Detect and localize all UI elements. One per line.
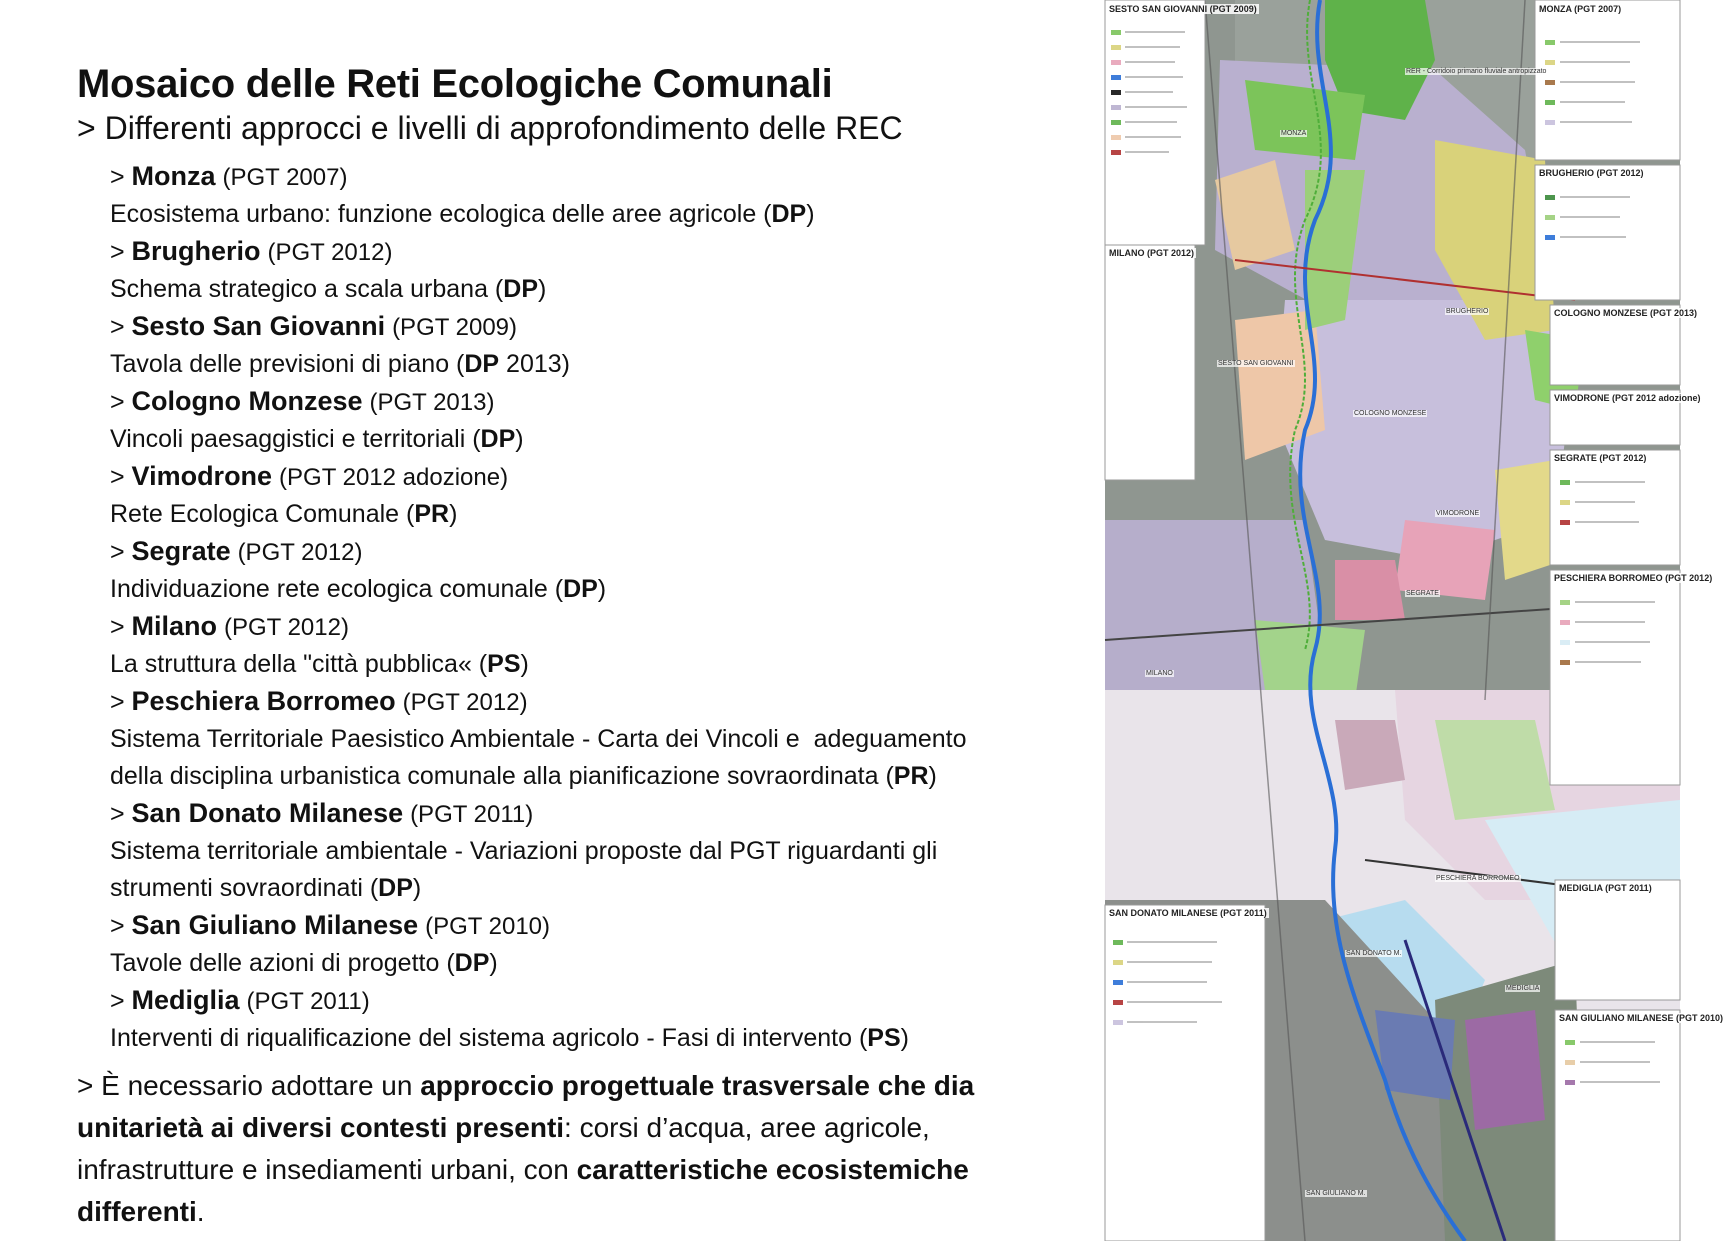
map-panel-label: SESTO SAN GIOVANNI (PGT 2009) <box>1109 4 1257 14</box>
page-subtitle: > Differenti approcci e livelli di approfondimento delle REC <box>77 110 903 146</box>
plan-code: PR <box>414 500 450 528</box>
place-label: SESTO SAN GIOVANNI <box>1218 360 1294 367</box>
page-title: Mosaico delle Reti Ecologiche Comunali <box>77 62 833 106</box>
municipality-name: Sesto San Giovanni <box>131 311 386 341</box>
entry-description: Tavola delle previsioni di piano ( <box>110 350 465 378</box>
entry-description: Schema strategico a scala urbana ( <box>110 275 504 303</box>
municipality-name: Mediglia <box>131 985 240 1015</box>
plan-code: DP <box>480 425 516 453</box>
municipality-entry: > San Donato Milanese (PGT 2011) Sistema territoriale ambientale - Variazioni proposte dal PGT riguardanti gli strumenti sovraordinati (DP) <box>110 798 938 902</box>
pgt-year: (PGT 2012 adozione) <box>279 464 509 491</box>
plan-code: DP <box>563 575 598 603</box>
pgt-year: (PGT 2009) <box>392 314 518 341</box>
pgt-year: (PGT 2012) <box>224 614 349 641</box>
place-label: SEGRATE <box>1406 590 1439 597</box>
place-label: MEDIGLIA <box>1506 985 1540 992</box>
conclusion-emphasis: approccio progettuale trasversale che dia unitarietà ai diversi contesti presenti <box>77 1070 975 1143</box>
municipality-entry: > Cologno Monzese (PGT 2013) Vincoli paesaggistici e territoriali (DP) <box>110 386 524 453</box>
entry-description: Vincoli paesaggistici e territoriali ( <box>110 425 481 453</box>
plan-code: PS <box>487 650 521 678</box>
municipality-name: Segrate <box>131 536 231 566</box>
place-label: SAN GIULIANO M. <box>1306 1190 1366 1197</box>
entry-description: Interventi di riqualificazione del sistema agricolo - Fasi di intervento ( <box>110 1024 868 1052</box>
place-label: VIMODRONE <box>1436 510 1480 517</box>
municipality-name: Vimodrone <box>131 461 273 491</box>
municipality-entry: > Brugherio (PGT 2012) Schema strategico a scala urbana (DP) <box>110 236 547 303</box>
municipality-entry: > Peschiera Borromeo (PGT 2012) Sistema Territoriale Paesistico Ambientale - Carta dei Vincoli e adeguamento della disciplina urbanistica comunale alla pianificazione sovraordinata (PR) <box>110 686 967 790</box>
place-label: SAN DONATO M. <box>1346 950 1402 957</box>
plan-code: PR <box>893 762 929 790</box>
place-label: BRUGHERIO <box>1446 308 1489 315</box>
entry-description: La struttura della "città pubblica« ( <box>110 650 488 678</box>
pgt-year: (PGT 2012) <box>402 689 528 716</box>
place-label: MONZA <box>1281 130 1307 137</box>
municipality-name: Brugherio <box>131 236 261 266</box>
pgt-year: (PGT 2013) <box>369 389 495 416</box>
municipality-entry: > Sesto San Giovanni (PGT 2009) Tavola delle previsioni di piano (DP 2013) <box>110 311 570 378</box>
pgt-year: (PGT 2010) <box>425 913 551 940</box>
pgt-year: (PGT 2011) <box>246 988 370 1015</box>
municipality-name: San Donato Milanese <box>131 798 404 828</box>
map-panel-label: SAN DONATO MILANESE (PGT 2011) <box>1109 908 1267 918</box>
municipality-entry: > Segrate (PGT 2012) Individuazione rete ecologica comunale (DP) <box>110 536 607 603</box>
plan-code: DP <box>454 949 490 977</box>
rec-mosaic-map <box>1105 0 1724 1241</box>
map-panel-label: PESCHIERA BORROMEO (PGT 2012) <box>1554 573 1713 583</box>
municipality-entry: > Vimodrone (PGT 2012 adozione) Rete Ecologica Comunale (PR) <box>110 461 509 528</box>
map-panel-label: BRUGHERIO (PGT 2012) <box>1539 168 1644 178</box>
entry-description: Ecosistema urbano: funzione ecologica delle aree agricole ( <box>110 200 772 228</box>
conclusion-emphasis: caratteristiche ecosistemiche differenti <box>77 1154 969 1227</box>
pgt-year: (PGT 2012) <box>267 239 393 266</box>
municipality-name: Monza <box>131 161 216 191</box>
place-label: MILANO <box>1146 670 1173 677</box>
plan-code: DP <box>378 874 413 902</box>
municipality-entry: > Milano (PGT 2012) La struttura della "città pubblica« (PS) <box>110 611 529 678</box>
map-panel-label: SAN GIULIANO MILANESE (PGT 2010) <box>1559 1013 1724 1023</box>
plan-code: PS <box>867 1024 901 1052</box>
pgt-year: (PGT 2011) <box>410 801 534 828</box>
plan-code: DP <box>464 350 500 378</box>
municipality-name: Milano <box>131 611 218 641</box>
municipality-list <box>110 158 1070 1057</box>
place-label: PESCHIERA BORROMEO <box>1436 875 1520 882</box>
map-image <box>1105 0 1680 1241</box>
map-panel-label: COLOGNO MONZESE (PGT 2013) <box>1554 308 1698 318</box>
map-panel-label: SEGRATE (PGT 2012) <box>1554 453 1647 463</box>
entry-description: Sistema territoriale ambientale - Variazioni proposte dal PGT riguardanti gli strumenti sovraordinati ( <box>110 837 938 902</box>
conclusion-paragraph: > È necessario adottare un approccio progettuale trasversale che dia unitarietà ai diversi contesti presenti: corsi d’acqua, aree agricole, infrastrutture e insediamenti urbani, con caratteristiche ecosistemiche differenti. <box>77 1070 975 1227</box>
map-panel-label: MILANO (PGT 2012) <box>1109 248 1195 258</box>
municipality-entry: > Mediglia (PGT 2011) Interventi di riqualificazione del sistema agricolo - Fasi di intervento (PS) <box>110 985 909 1052</box>
entry-description: Individuazione rete ecologica comunale ( <box>110 575 564 603</box>
entry-description: Tavole delle azioni di progetto ( <box>110 949 455 977</box>
plan-code: DP <box>503 275 538 303</box>
entry-description: Sistema Territoriale Paesistico Ambientale - Carta dei Vincoli e adeguamento della disciplina urbanistica comunale alla pianificazione sovraordinata ( <box>110 725 967 790</box>
map-panel-label: MEDIGLIA (PGT 2011) <box>1559 883 1652 893</box>
map-panel-label: MONZA (PGT 2007) <box>1539 4 1622 14</box>
place-label: COLOGNO MONZESE <box>1354 410 1427 417</box>
pgt-year: (PGT 2012) <box>237 539 363 566</box>
municipality-entry: > San Giuliano Milanese (PGT 2010) Tavole delle azioni di progetto (DP) <box>110 910 551 977</box>
municipality-name: San Giuliano Milanese <box>131 910 419 940</box>
municipality-name: Cologno Monzese <box>131 386 363 416</box>
pgt-year: (PGT 2007) <box>222 164 348 191</box>
corridor-label: RER - Corridoio primario fluviale antropizzato <box>1406 68 1547 75</box>
municipality-name: Peschiera Borromeo <box>131 686 396 716</box>
municipality-entry: > Monza (PGT 2007) Ecosistema urbano: funzione ecologica delle aree agricole (DP) <box>110 161 815 228</box>
plan-code: DP <box>771 200 807 228</box>
map-panel-label: VIMODRONE (PGT 2012 adozione) <box>1554 393 1701 403</box>
entry-description: Rete Ecologica Comunale ( <box>110 500 415 528</box>
